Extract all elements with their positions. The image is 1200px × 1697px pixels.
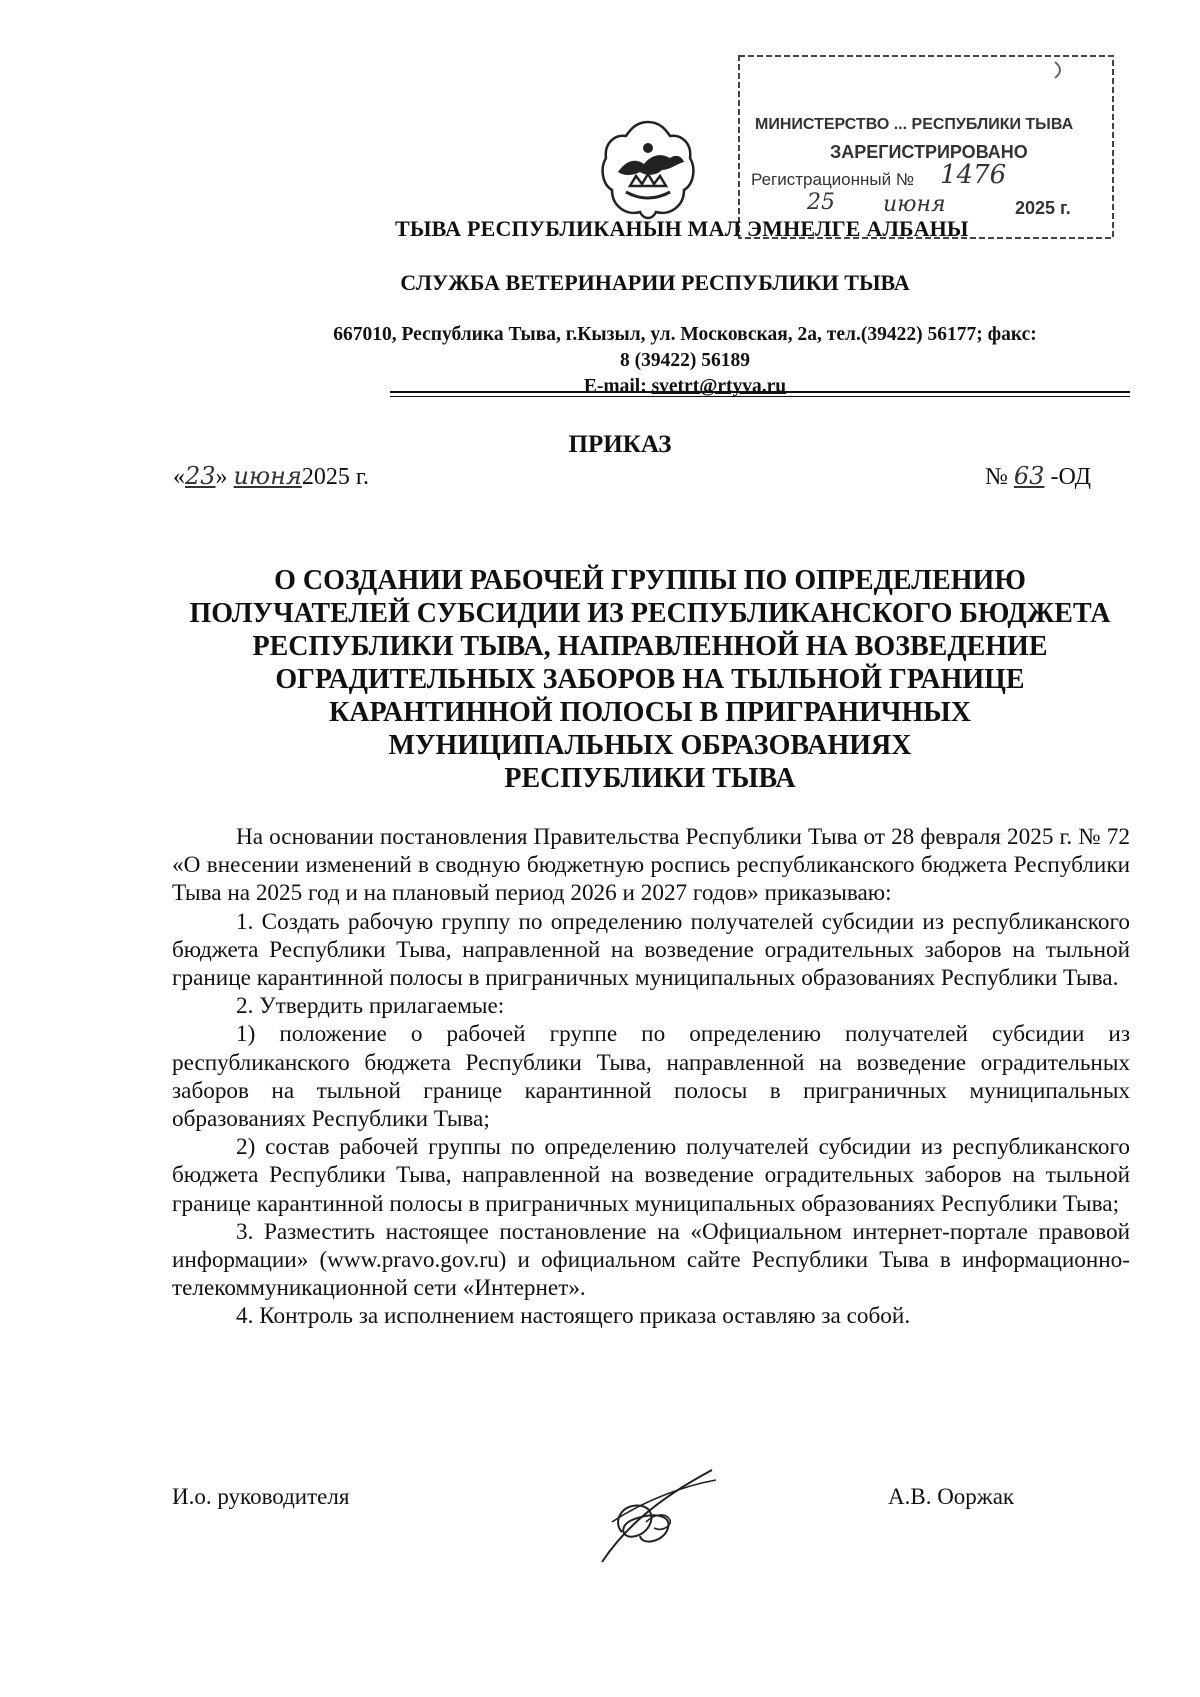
org-name: СЛУЖБА ВЕТЕРИНАРИИ РЕСПУБЛИКИ ТЫВА: [400, 270, 910, 295]
order-date-day: 23: [185, 462, 216, 490]
title-line: РЕСПУБЛИКИ ТЫВА: [504, 763, 796, 794]
address-line-2: 8 (39422) 56189: [620, 350, 750, 371]
stamp-month: июня: [883, 192, 946, 217]
stamp-ministry: МИНИСТЕРСТВО ... РЕСПУБЛИКИ ТЫВА: [755, 116, 1074, 133]
stamp-reg-number: 1476: [940, 160, 1007, 190]
handwritten-signature: [592, 1462, 722, 1572]
stamp-registered: ЗАРЕГИСТРИРОВАНО: [830, 142, 1028, 162]
order-number-suffix: -ОД: [1050, 464, 1091, 490]
email-label: E-mail:: [583, 376, 652, 397]
title-line: РЕСПУБЛИКИ ТЫВА, НАПРАВЛЕННОЙ НА ВОЗВЕДЕНИЕ: [252, 631, 1048, 662]
header-divider-thin: [390, 396, 1130, 397]
title-line: О СОЗДАНИИ РАБОЧЕЙ ГРУППЫ ПО ОПРЕДЕЛЕНИЮ: [274, 565, 1026, 596]
email-link[interactable]: svetrt@rtyva.ru: [651, 376, 787, 397]
date-open-quote: «: [173, 464, 185, 490]
body-paragraph-1: 1. Создать рабочую группу по определению получателей субсидии из республиканского бюджета Республики Тыва, направленной на возведение оградительных заборов на тыльной границе карантинной полосы в приграничных муниципальных образованиях Республики Тыва.: [172, 908, 1130, 992]
title-line: ПОЛУЧАТЕЛЕЙ СУБСИДИИ ИЗ РЕСПУБЛИКАНСКОГО БЮДЖЕТА: [189, 598, 1111, 629]
signatory-name: А.В. Ооржак: [888, 1484, 1015, 1509]
document-title: [170, 564, 1130, 795]
stamp-day: 25: [807, 190, 835, 215]
header-divider: [390, 391, 1130, 393]
org-address: [270, 322, 1100, 400]
order-number: [985, 462, 1091, 491]
title-line: МУНИЦИПАЛЬНЫХ ОБРАЗОВАНИЯХ: [388, 730, 912, 761]
body-paragraph-2: 2. Утвердить прилагаемые:: [236, 993, 505, 1020]
body-paragraph-preamble: На основании постановления Правительства Республики Тыва от 28 февраля 2025 г. № 72 «О внесении изменений в сводную бюджетную роспись республиканского бюджета Республики Тыва на 2025 год и на плановый период 2026 и 2027 годов» приказываю:: [172, 824, 1130, 907]
signatory-role: И.о. руководителя: [172, 1484, 350, 1509]
body-paragraph-2-2: 2) состав рабочей группы по определению получателей субсидии из республиканского бюджета Республики Тыва, направленной на возведение оградительных заборов на тыльной границе карантинной полосы в приграничных муниципальных образованиях Республики Тыва;: [172, 1134, 1130, 1217]
order-number-value: 63: [1013, 462, 1045, 490]
title-line: КАРАНТИННОЙ ПОЛОСЫ В ПРИГРАНИЧНЫХ: [329, 697, 971, 728]
order-date-year: 2025 г.: [301, 464, 369, 490]
body-paragraph-4: 4. Контроль за исполнением настоящего приказа оставляю за собой.: [236, 1303, 911, 1330]
address-line-1: 667010, Республика Тыва, г.Кызыл, ул. Московская, 2а, тел.(39422) 56177; факс:: [333, 324, 1037, 345]
stamp-year: 2025 г.: [1015, 198, 1071, 218]
date-close-quote: »: [215, 464, 234, 490]
body-paragraph-2-1: 1) положение о рабочей группе по определению получателей субсидии из республиканского бюджета Республики Тыва, направленной на возведение оградительных заборов на тыльной границе карантинной полосы в приграничных муниципальных образованиях Республики Тыва;: [172, 1021, 1130, 1133]
order-date-month: июня: [233, 462, 302, 490]
order-number-prefix: №: [985, 464, 1008, 490]
title-line: ОГРАДИТЕЛЬНЫХ ЗАБОРОВ НА ТЫЛЬНОЙ ГРАНИЦЕ: [275, 664, 1025, 695]
republic-emblem-icon: [600, 118, 696, 222]
body-paragraph-3: 3. Разместить настоящее постановление на «Официальном интернет-портале правовой информации» (www.pravo.gov.ru) и официальном сайте Республики Тыва в информационно-телекоммуникационной сети «Интернет».: [172, 1218, 1130, 1302]
stamp-reg-label: Регистрационный №: [751, 170, 915, 189]
order-title: ПРИКАЗ: [568, 431, 672, 458]
document-body: [172, 823, 1130, 1331]
order-date: [173, 462, 369, 491]
registration-stamp: [735, 52, 1117, 242]
org-name-tuvan: ТЫВА РЕСПУБЛИКАНЫН МАЛ ЭМНЕЛГЕ АЛБАНЫ: [395, 216, 969, 241]
